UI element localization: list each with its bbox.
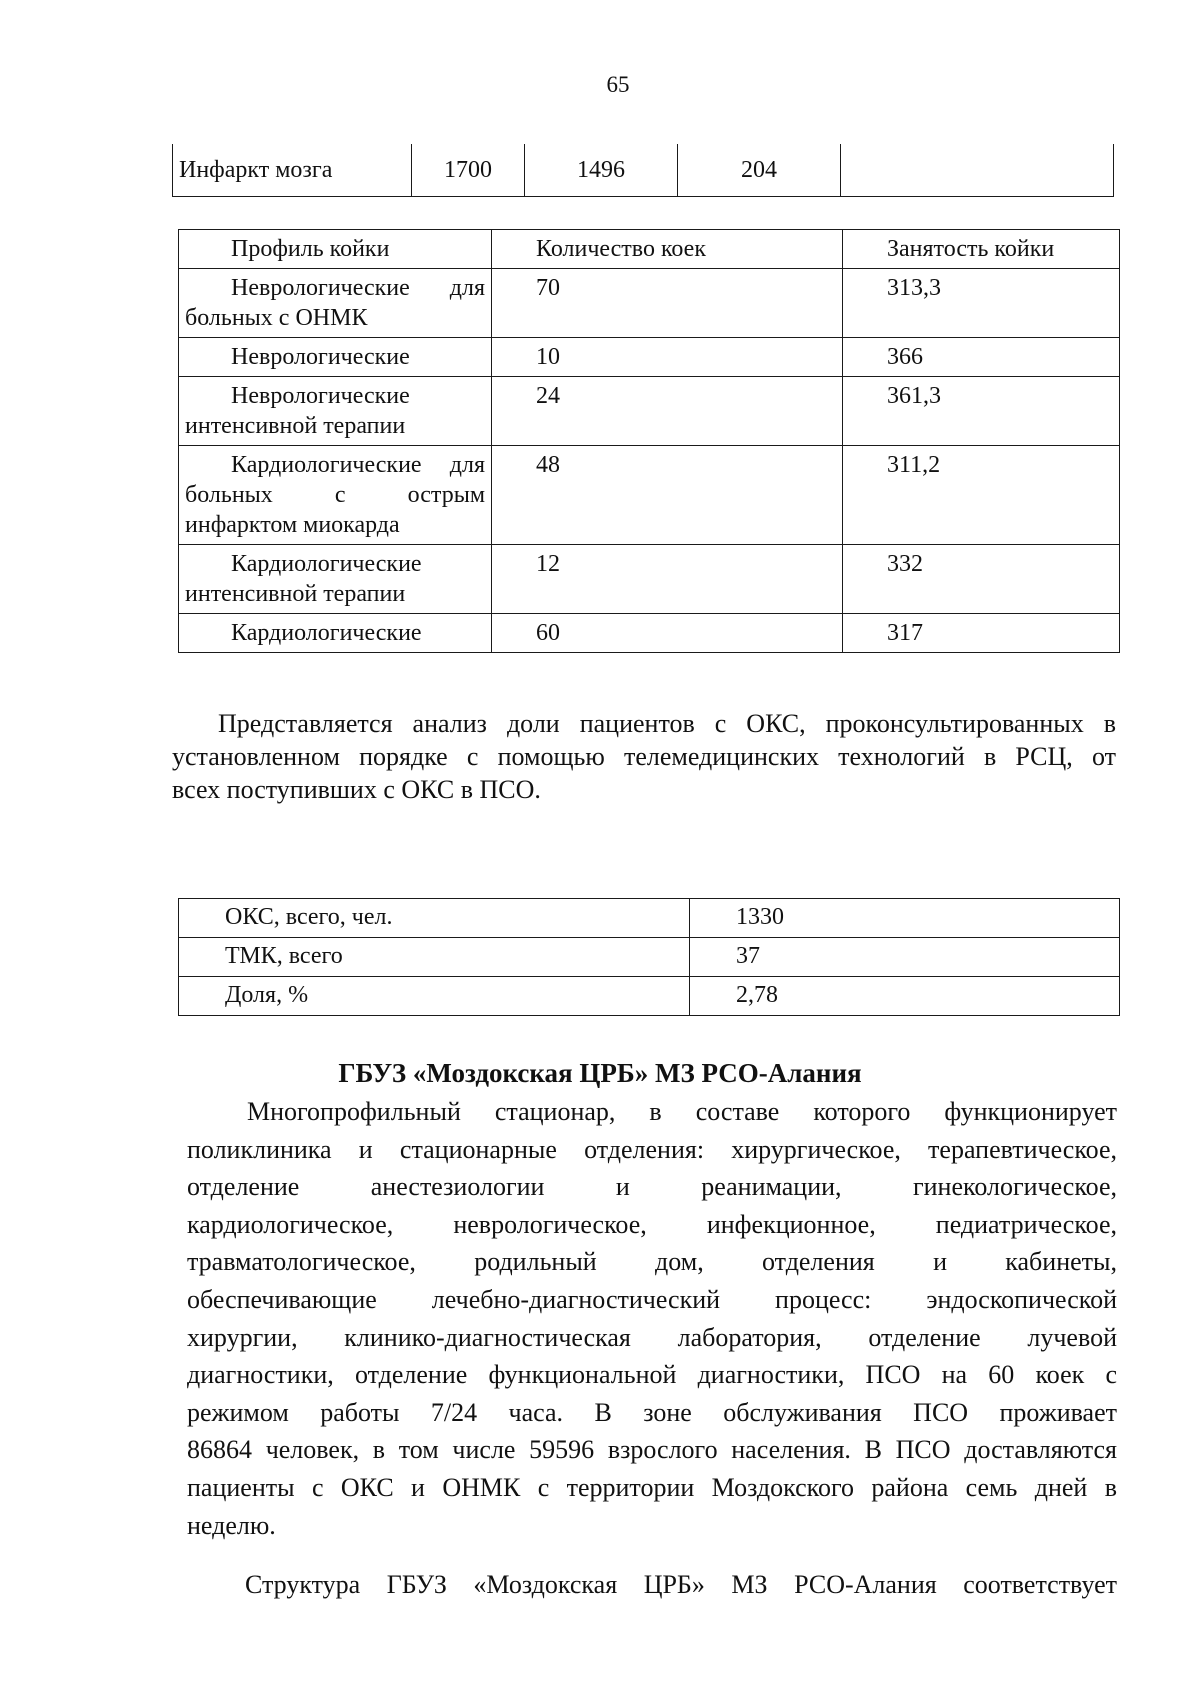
bed-occupancy-cell: 311,2 <box>843 446 1120 545</box>
bed-count-cell: 60 <box>492 614 843 653</box>
bed-profile-cell: Кардиологические интенсивной терапии <box>179 545 492 614</box>
table-cell <box>841 144 1114 197</box>
table-row <box>179 446 1120 545</box>
row-value: 37 <box>690 938 1120 977</box>
table-header-row <box>179 230 1120 269</box>
column-header: Профиль койки <box>179 230 492 269</box>
table-cell: Инфаркт мозга <box>173 144 412 197</box>
table-row <box>179 377 1120 446</box>
row-value: 2,78 <box>690 977 1120 1016</box>
bed-profile-cell: Неврологические для больных с ОНМК <box>179 269 492 338</box>
bed-occupancy-cell: 332 <box>843 545 1120 614</box>
table-cell: 1700 <box>412 144 525 197</box>
table-row <box>179 614 1120 653</box>
table-row <box>179 269 1120 338</box>
row-label: ОКС, всего, чел. <box>179 899 690 938</box>
bed-profile-cell: Кардиологические <box>179 614 492 653</box>
row-value: 1330 <box>690 899 1120 938</box>
bed-occupancy-cell: 313,3 <box>843 269 1120 338</box>
closing-paragraph: Структура ГБУЗ «Моздокская ЦРБ» МЗ РСО-Алания соответствует <box>245 1570 1117 1599</box>
bed-occupancy-cell: 366 <box>843 338 1120 377</box>
table-cell: 1496 <box>525 144 678 197</box>
page-number: 65 <box>606 72 630 97</box>
table-row <box>179 545 1120 614</box>
row-label: ТМК, всего <box>179 938 690 977</box>
bed-count-cell: 12 <box>492 545 843 614</box>
bed-count-cell: 48 <box>492 446 843 545</box>
table-row <box>179 938 1120 977</box>
body-paragraph: Многопрофильный стационар, в составе которого функционирует поликлиника и стационарные отделения: хирургическое, терапевтическое, отделение анестезиологии и реанимации, гинекологическое, кардиологическое, неврологическое, инфекционное, педиатрическое, травматологическое, родильный дом, отделения и кабинеты, обеспечивающие лечебно-диагностический процесс: эндоскопической хирургии, клинико-диагностическая лаборатория, отделение лучевой диагностики, отделение функциональной диагностики, ПСО на 60 коек с режимом работы 7/24 часа. В зоне обслуживания ПСО проживает 86864 человек, в том числе 59596 взрослого населения. В ПСО доставляются пациенты с ОКС и ОНМК с территории Моздокского района семь дней в неделю. <box>187 1097 1117 1540</box>
section-heading: ГБУЗ «Моздокская ЦРБ» МЗ РСО-Алания <box>338 1058 862 1088</box>
column-header: Занятость койки <box>843 230 1120 269</box>
bed-profile-cell: Неврологические <box>179 338 492 377</box>
intro-paragraph: Представляется анализ доли пациентов с ОКС, проконсультированных в установленном порядке с помощью телемедицинских технологий в РСЦ, от всех поступивших с ОКС в ПСО. <box>172 709 1116 804</box>
bed-profile-cell: Кардиологические для больных с острым инфарктом миокарда <box>179 446 492 545</box>
bed-count-cell: 70 <box>492 269 843 338</box>
table-row <box>179 899 1120 938</box>
bed-occupancy-cell: 361,3 <box>843 377 1120 446</box>
bed-profile-table <box>178 229 1120 653</box>
table-row <box>173 144 1114 197</box>
table-row <box>179 338 1120 377</box>
row-label: Доля, % <box>179 977 690 1016</box>
bed-occupancy-cell: 317 <box>843 614 1120 653</box>
bed-count-cell: 10 <box>492 338 843 377</box>
table-row <box>179 977 1120 1016</box>
bed-profile-cell: Неврологические интенсивной терапии <box>179 377 492 446</box>
oks-telemedicine-table <box>178 898 1120 1016</box>
stroke-stats-table <box>172 144 1114 197</box>
column-header: Количество коек <box>492 230 843 269</box>
table-cell: 204 <box>678 144 841 197</box>
bed-count-cell: 24 <box>492 377 843 446</box>
